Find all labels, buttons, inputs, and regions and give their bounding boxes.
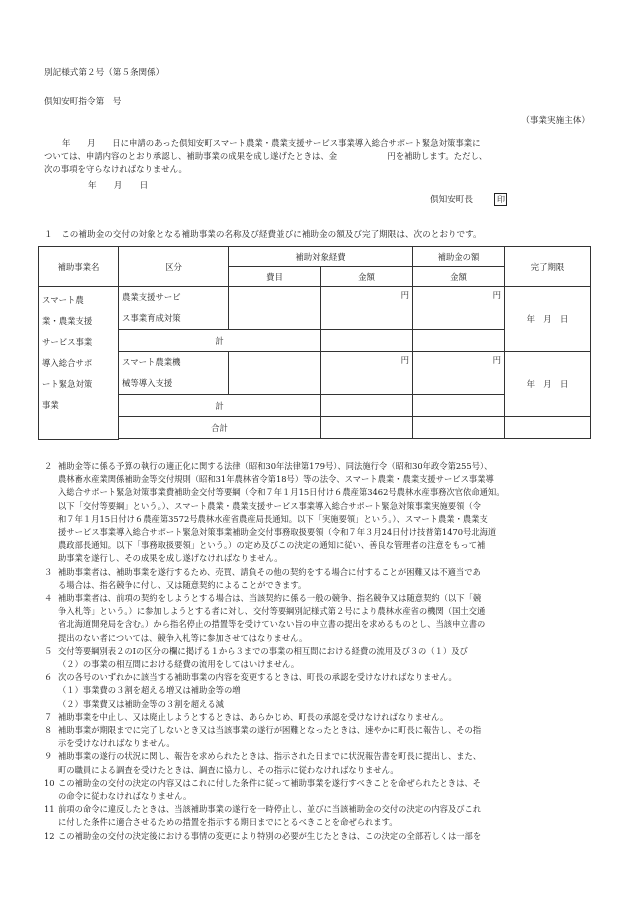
category-row1 [119, 287, 229, 330]
condition-line: の命令に従わなければなりません。 [58, 791, 192, 802]
condition-item [44, 803, 594, 829]
item-1: １ この補助金の交付の対象となる補助事業の名称及び経費並びに補助金の額及び完了期限は、次のとおりです。 [44, 230, 482, 240]
subsidy-row2: 円 [413, 352, 505, 395]
project-name-line: 導入総合サポ [42, 358, 93, 368]
intro-line: 年 月 日に申請のあった倶知安町スマート農業・農業支援サービス事業導入総合サポート緊急対策事業に [62, 138, 481, 148]
condition-line: 補助事業が期限までに完了しないとき又は当該事業の遂行が困難となったときは、速やかに町長に報告し、その指 [58, 725, 482, 736]
condition-line: 示を受けなければなりません。 [58, 738, 175, 749]
project-name-line: スマート農 [42, 295, 84, 305]
condition-line: 農政部長通知。以下「事務取扱要領」という。）の定め及びこの決定の通知に従い、善良な管理者の注意をもって補 [58, 540, 486, 551]
header-subsidy: 補助金の額 [413, 247, 505, 267]
condition-number: ９ [44, 751, 53, 762]
seal-mark: 印 [494, 193, 507, 206]
header-amount: 金額 [321, 267, 413, 287]
issue-date: 年 月 日 [88, 181, 149, 191]
condition-number: 12 [44, 830, 55, 841]
subtotal-row1-amount [321, 330, 413, 352]
condition-item [44, 830, 594, 843]
condition-line: 交付等要綱別表２のⅠの区分の欄に掲げる１から３までの事業の相互間における経費の流用及び３の（１）及び [58, 645, 468, 656]
condition-item [44, 645, 594, 671]
condition-subitem [44, 684, 594, 697]
category-row2 [119, 352, 229, 395]
condition-line: る場合は、指名競争に付し、又は随意契約によることができます。 [58, 579, 307, 590]
subtotal-row2-subsidy [413, 395, 505, 417]
header-cost-item: 費目 [229, 267, 321, 287]
subsidy-row1: 円 [413, 287, 505, 330]
subtotal-row1-subsidy [413, 330, 505, 352]
condition-line: 農林畜水産業関係補助金等交付規則（昭和31年農林省令第18号）等の法令、スマート農業・農業支援サービス事業導 [58, 474, 494, 485]
deadline-row2: 年 月 日 [505, 352, 591, 417]
condition-item [44, 566, 594, 592]
condition-line: 入総合サポート緊急対策事業費補助金交付等要綱（令和７年１月15日付け６農産第3462号農林水産事務次官依命通知。 [58, 487, 505, 498]
condition-number: ４ [44, 593, 53, 604]
project-name-line: 事業 [42, 400, 59, 410]
condition-number: 10 [44, 777, 55, 788]
condition-line: 争入札等」という。）に参加しようとする者に対し、交付等要綱別記様式第２号により農林水産省の機関（国土交通 [58, 606, 486, 617]
category-line: ス事業育成対策 [122, 313, 181, 323]
condition-line: （２）事業費又は補助金等の３割を超える減 [58, 698, 224, 709]
condition-item [44, 711, 594, 724]
header-category: 区分 [119, 247, 229, 287]
total-amount [321, 417, 413, 439]
total-label: 合計 [119, 417, 321, 439]
condition-line: （２）の事業の相互間における経費の流用をしてはいけません。 [58, 659, 300, 670]
condition-line: 町の職員による調査を受けたときは、調査に協力し、その指示に従わなければなりません。 [58, 764, 399, 775]
condition-line: 和７年１月15日付け６農産第3572号農林水産省農産局長通知。以下「実施要領」という。）、スマート農業・農業支 [58, 513, 488, 524]
condition-line: 省北海道開発局を含む。）から指名停止の措置等を受けていない旨の申立書の提出を求めるものとし、当該申立書の [58, 619, 486, 630]
signer-title: 倶知安町長 [430, 195, 473, 205]
header-target-cost: 補助対象経費 [229, 247, 413, 267]
header-deadline: 完了期限 [505, 247, 591, 287]
condition-line: に付した条件に適合させるための措置を指示する期日までにとるべきことを命ぜられます。 [58, 817, 398, 828]
total-subsidy [413, 417, 505, 439]
condition-line: 補助事業者は、補助事業を遂行するため、売買、請負その他の契約をする場合に付することが困難又は不適当であ [58, 566, 481, 577]
signer-block [430, 193, 507, 207]
condition-item [44, 750, 594, 776]
condition-number: ８ [44, 725, 53, 736]
amount-row1: 円 [321, 287, 413, 330]
amount-row2: 円 [321, 352, 413, 395]
condition-line: 補助事業を中止し、又は廃止しようとするときは、あらかじめ、町長の承認を受けなければなりません。 [58, 711, 449, 722]
category-line: 械等導入支援 [122, 378, 173, 388]
condition-number: ５ [44, 645, 53, 656]
condition-number: 11 [44, 804, 55, 815]
subtotal-row2-amount [321, 395, 413, 417]
condition-subitem [44, 698, 594, 711]
subtotal-row2-label: 計 [119, 395, 321, 417]
intro-paragraph [44, 137, 592, 176]
intro-line: ついては、申請内容のとおり承認し、補助事業の成果を成し遂げたときは、金 円を補助します。ただし、 [44, 151, 488, 161]
condition-item [44, 460, 594, 566]
condition-number: ６ [44, 672, 53, 683]
category-line: 農業支援サービ [122, 292, 181, 302]
condition-line: 補助事業の遂行の状況に関し、報告を求められたときは、指示された日までに状況報告書を町長に提出し、また、 [58, 751, 482, 762]
condition-item [44, 592, 594, 645]
conditions-list [44, 460, 594, 843]
form-number: 別記様式第２号（第５条関係） [44, 68, 165, 78]
intro-line: 次の事項を守らなければなりません。 [44, 164, 187, 174]
condition-item [44, 724, 594, 750]
condition-line: 補助金等に係る予算の執行の適正化に関する法律（昭和30年法律第179号）、同法施行令（昭和30年政令第255号）、 [58, 461, 493, 471]
condition-line: 前項の命令に違反したときは、当該補助事業の遂行を一時停止し、並びに当該補助金の交付の決定の内容及びこれ [58, 804, 482, 815]
condition-line: この補助金の交付の決定後における事情の変更により特別の必要が生じたときは、この決定の全部若しくは一部を [58, 830, 482, 841]
subsidy-table [38, 246, 591, 440]
deadline-row1: 年 月 日 [505, 287, 591, 352]
recipient-tag: （事業実施主体） [521, 116, 590, 126]
condition-number: ３ [44, 566, 53, 577]
condition-item [44, 777, 594, 803]
condition-number: ７ [44, 711, 53, 722]
subtotal-row1-label: 計 [119, 330, 321, 352]
condition-line: 援サービス事業導入総合サポート緊急対策事業補助金交付事務取扱要領（令和７年３月24日付け技普第1470号北海道 [58, 527, 497, 538]
condition-number: ２ [44, 461, 53, 471]
condition-line: 次の各号のいずれかに該当する補助事業の内容を変更するときは、町長の承認を受けなければなりません。 [58, 672, 457, 683]
project-name-line: ート緊急対策 [42, 379, 93, 389]
condition-line: 助事業を遂行し、その成果を成し遂げなければなりません。 [58, 553, 283, 564]
cost-item-row2 [229, 352, 321, 395]
condition-item [44, 671, 594, 684]
header-project: 補助事業名 [39, 247, 119, 287]
project-name-line: 業・農業支援 [42, 316, 93, 326]
condition-line: この補助金の交付の決定の内容又はこれに付した条件に従って補助事業を遂行すべきことを命ぜられたときは、そ [58, 777, 481, 788]
total-deadline [505, 417, 591, 439]
cost-item-row1 [229, 287, 321, 330]
condition-line: 以下「交付等要綱」という。）、スマート農業・農業支援サービス事業導入総合サポート緊急対策事業実施要領（令 [58, 500, 481, 511]
project-name-line: サービス事業 [42, 337, 93, 347]
condition-line: 提出のない者については、競争入札等に参加させてはなりません。 [58, 632, 308, 643]
project-name-cell [39, 287, 119, 440]
document-number: 倶知安町指令第 号 [44, 97, 122, 107]
category-line: スマート農業機 [122, 357, 181, 367]
condition-line: （１）事業費の３割を超える増又は補助金等の増 [58, 685, 241, 696]
condition-line: 補助事業者は、前項の契約をしようとする場合は、当該契約に係る一般の競争、指名競争又は随意契約（以下「競 [58, 593, 482, 604]
header-subsidy-amount: 金額 [413, 267, 505, 287]
